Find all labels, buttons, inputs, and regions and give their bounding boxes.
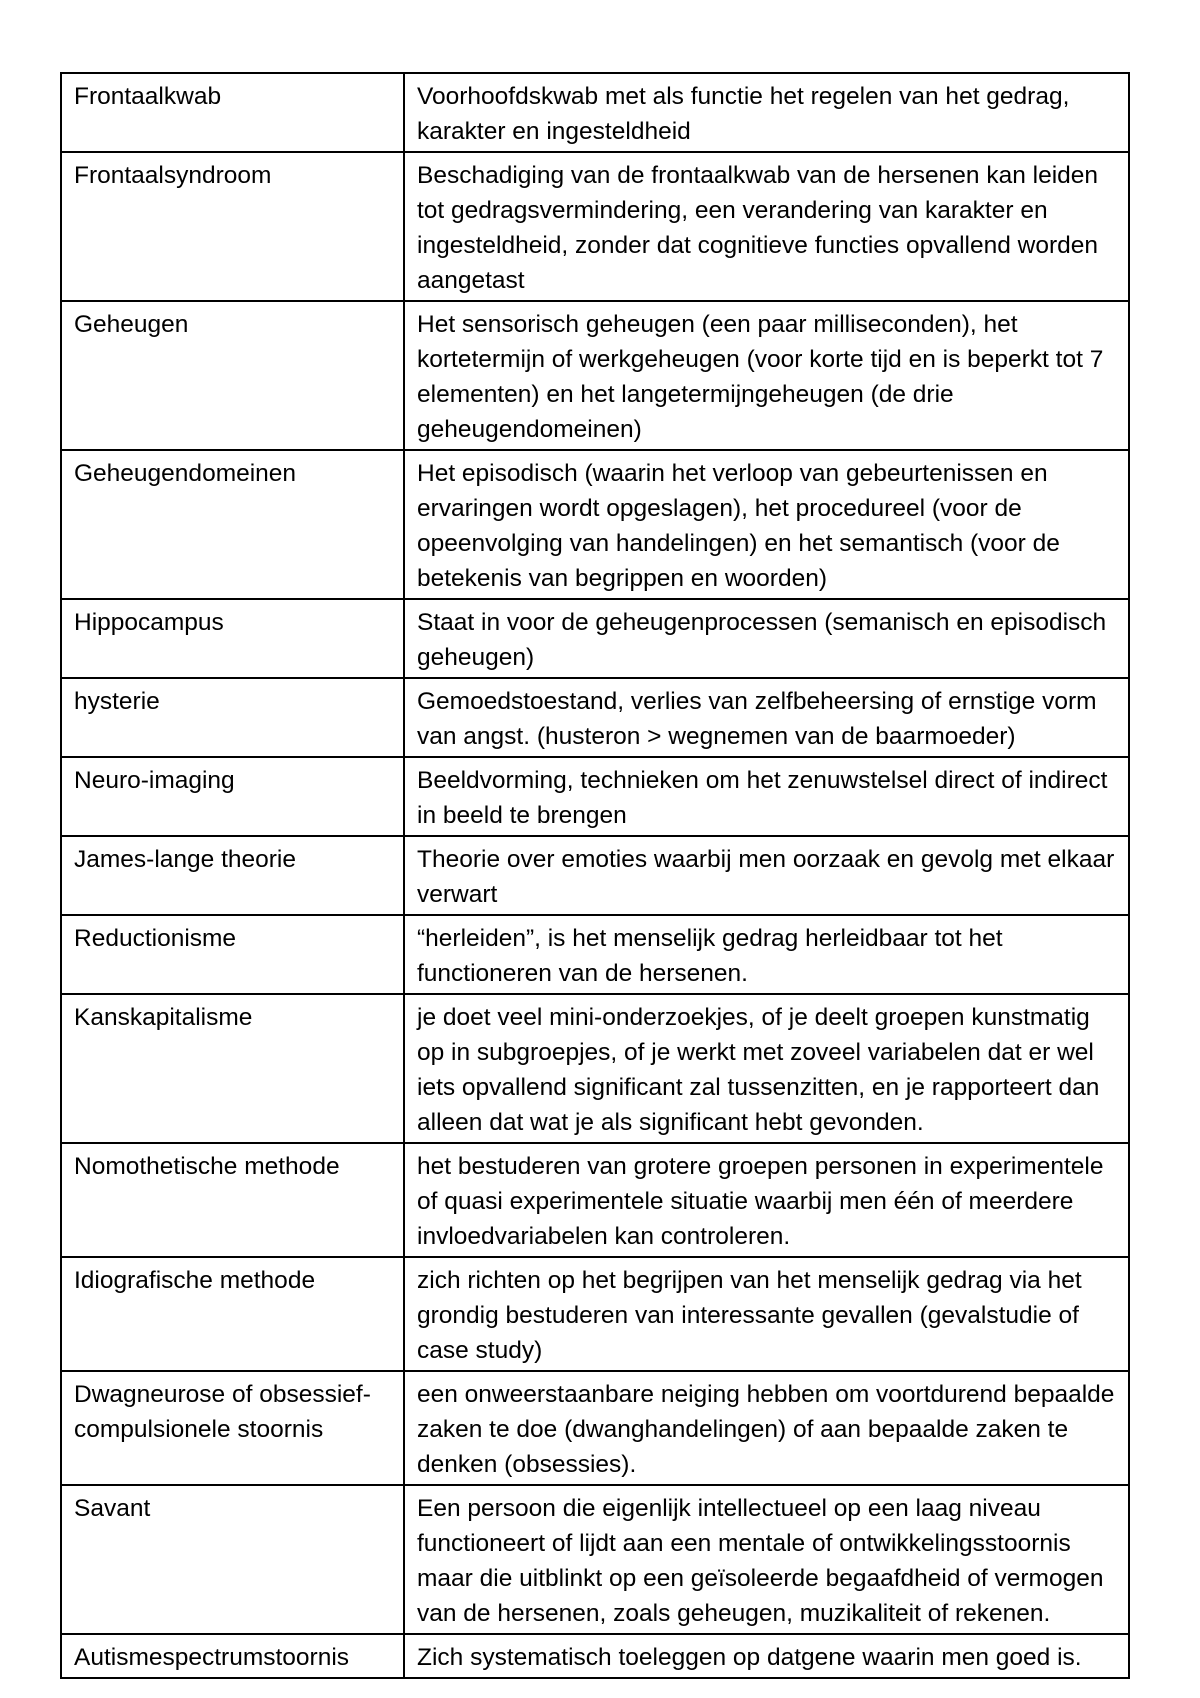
term-cell: Dwagneurose of obsessief-compulsionele stoornis (61, 1371, 404, 1485)
term-cell: Savant (61, 1485, 404, 1634)
table-row (61, 1143, 1129, 1257)
term-cell: Idiografische methode (61, 1257, 404, 1371)
term-cell: Geheugen (61, 301, 404, 450)
table-row (61, 678, 1129, 757)
definition-cell: Beeldvorming, technieken om het zenuwstelsel direct of indirect in beeld te brengen (404, 757, 1129, 836)
definition-cell: Gemoedstoestand, verlies van zelfbeheersing of ernstige vorm van angst. (husteron > wegnemen van de baarmoeder) (404, 678, 1129, 757)
term-cell: Nomothetische methode (61, 1143, 404, 1257)
table-row (61, 301, 1129, 450)
definition-cell: het bestuderen van grotere groepen personen in experimentele of quasi experimentele situatie waarbij men één of meerdere invloedvariabelen kan controleren. (404, 1143, 1129, 1257)
table-row (61, 994, 1129, 1143)
definition-cell: Voorhoofdskwab met als functie het regelen van het gedrag, karakter en ingesteldheid (404, 73, 1129, 152)
term-cell: Reductionisme (61, 915, 404, 994)
definition-cell: je doet veel mini-onderzoekjes, of je deelt groepen kunstmatig op in subgroepjes, of je werkt met zoveel variabelen dat er wel iets opvallend significant zal tussenzitten, en je rapporteert dan alleen dat wat je als significant hebt gevonden. (404, 994, 1129, 1143)
table-row (61, 1485, 1129, 1634)
table-row (61, 1634, 1129, 1678)
table-row (61, 1257, 1129, 1371)
term-cell: Autismespectrumstoornis (61, 1634, 404, 1678)
term-cell: Frontaalsyndroom (61, 152, 404, 301)
table-row (61, 1371, 1129, 1485)
definition-cell: Het sensorisch geheugen (een paar milliseconden), het kortetermijn of werkgeheugen (voor korte tijd en is beperkt tot 7 elementen) en het langetermijngeheugen (de drie geheugendomeinen) (404, 301, 1129, 450)
glossary-table (60, 72, 1130, 1679)
table-row (61, 152, 1129, 301)
definition-cell: “herleiden”, is het menselijk gedrag herleidbaar tot het functioneren van de hersenen. (404, 915, 1129, 994)
definition-cell: Beschadiging van de frontaalkwab van de hersenen kan leiden tot gedragsvermindering, een verandering van karakter en ingesteldheid, zonder dat cognitieve functies opvallend worden aangetast (404, 152, 1129, 301)
definition-cell: Een persoon die eigenlijk intellectueel op een laag niveau functioneert of lijdt aan een mentale of ontwikkelingsstoornis maar die uitblinkt op een geïsoleerde begaafdheid of vermogen van de hersenen, zoals geheugen, muzikaliteit of rekenen. (404, 1485, 1129, 1634)
term-cell: Hippocampus (61, 599, 404, 678)
table-row (61, 599, 1129, 678)
term-cell: Neuro-imaging (61, 757, 404, 836)
table-row (61, 915, 1129, 994)
definition-cell: zich richten op het begrijpen van het menselijk gedrag via het grondig bestuderen van interessante gevallen (gevalstudie of case study) (404, 1257, 1129, 1371)
definition-cell: Zich systematisch toeleggen op datgene waarin men goed is. (404, 1634, 1129, 1678)
term-cell: Frontaalkwab (61, 73, 404, 152)
table-row (61, 450, 1129, 599)
term-cell: Geheugendomeinen (61, 450, 404, 599)
definition-cell: Het episodisch (waarin het verloop van gebeurtenissen en ervaringen wordt opgeslagen), het procedureel (voor de opeenvolging van handelingen) en het semantisch (voor de betekenis van begrippen en woorden) (404, 450, 1129, 599)
term-cell: Kanskapitalisme (61, 994, 404, 1143)
table-row (61, 836, 1129, 915)
table-row (61, 757, 1129, 836)
definition-cell: Theorie over emoties waarbij men oorzaak en gevolg met elkaar verwart (404, 836, 1129, 915)
definition-cell: Staat in voor de geheugenprocessen (semanisch en episodisch geheugen) (404, 599, 1129, 678)
term-cell: James-lange theorie (61, 836, 404, 915)
table-row (61, 73, 1129, 152)
term-cell: hysterie (61, 678, 404, 757)
definition-cell: een onweerstaanbare neiging hebben om voortdurend bepaalde zaken te doe (dwanghandelingen) of aan bepaalde zaken te denken (obsessies). (404, 1371, 1129, 1485)
